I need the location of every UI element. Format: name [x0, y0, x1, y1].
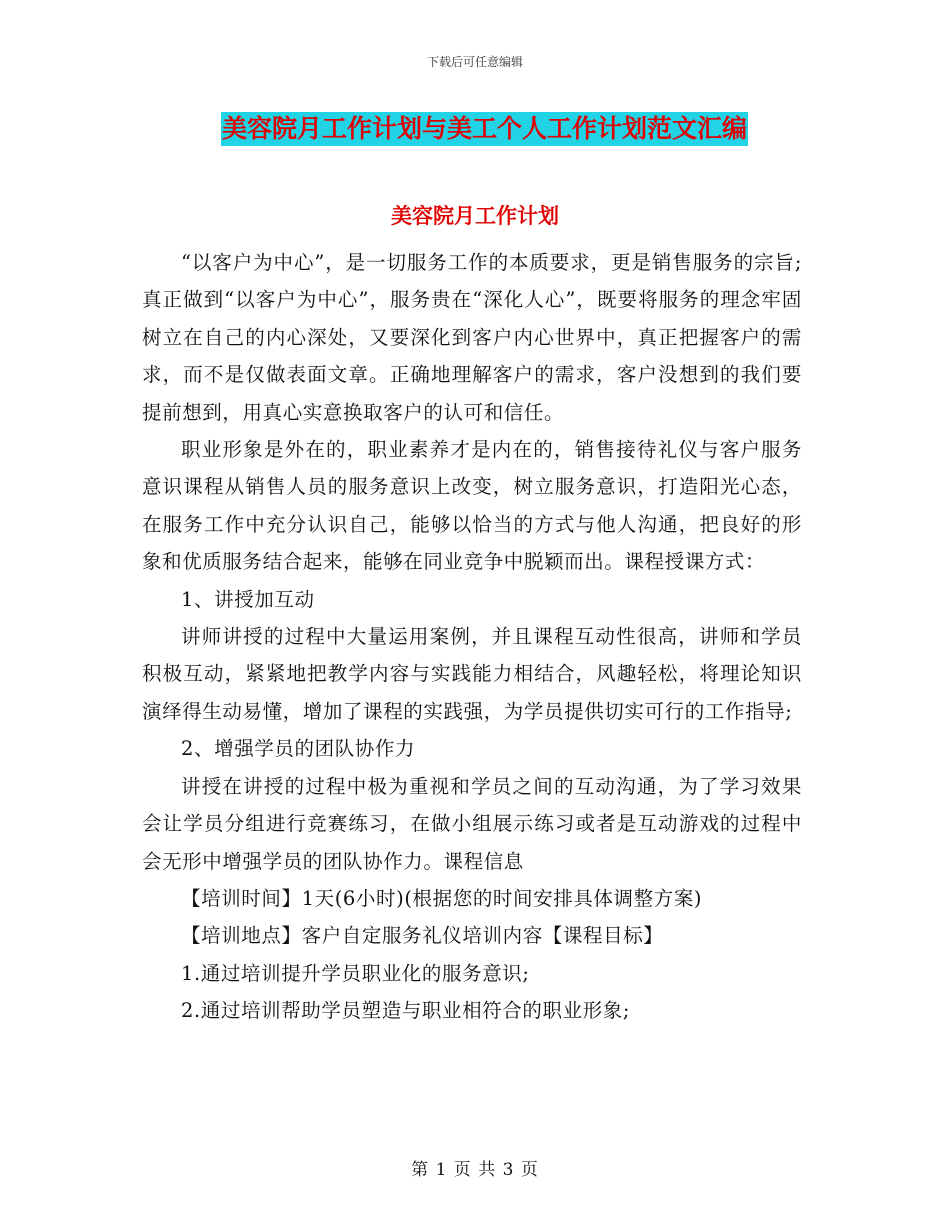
paragraph: “以客户为中心”，是一切服务工作的本质要求，更是销售服务的宗旨;真正做到“以客户为中心”，服务贵在“深化人心”，既要将服务的理念牢固树立在自己的内心深处，又要深化到客户内心世界中，真正把握客户的需求，而不是仅做表面文章。正确地理解客户的需求，客户没想到的我们要提前想到，用真心实意换取客户的认可和信任。 [142, 251, 802, 424]
paragraph: 讲师讲授的过程中大量运用案例，并且课程互动性很高，讲师和学员积极互动，紧紧地把教学内容与实践能力相结合，风趣轻松，将理论知识演绎得生动易懂，增加了课程的实践强，为学员提供切实可行的工作指导; [142, 625, 802, 723]
section-title: 美容院月工作计划 [391, 203, 559, 228]
goal-item: 1.通过培训提升学员职业化的服务意识; [181, 961, 530, 985]
goal-item: 2.通过培训帮助学员塑造与职业相符合的职业形象; [181, 999, 631, 1023]
body-text [142, 244, 802, 1030]
paragraph: 讲授在讲授的过程中极为重视和学员之间的互动沟通，为了学习效果会让学员分组进行竞赛练习，在做小组展示练习或者是互动游戏的过程中会无形中增强学员的团队协作力。课程信息 [142, 774, 802, 873]
training-location: 【培训地点】客户自定服务礼仪培训内容【课程目标】 [181, 924, 664, 948]
training-time: 【培训时间】1天(6小时)(根据您的时间安排具体调整方案) [181, 886, 703, 910]
document-title: 美容院月工作计划与美工个人工作计划范文汇编 [221, 112, 748, 146]
list-heading: 2、增强学员的团队协作力 [181, 737, 416, 761]
page-footer: 第 1 页 共 3 页 [411, 1160, 539, 1180]
header-note: 下载后可任意编辑 [426, 55, 523, 69]
paragraph: 职业形象是外在的，职业素养才是内在的，销售接待礼仪与客户服务意识课程从销售人员的服务意识上改变，树立服务意识，打造阳光心态，在服务工作中充分认识自己，能够以恰当的方式与他人沟通，把良好的形象和优质服务结合起来，能够在同业竞争中脱颖而出。课程授课方式： [142, 438, 802, 574]
list-heading: 1、讲授加互动 [181, 587, 315, 611]
